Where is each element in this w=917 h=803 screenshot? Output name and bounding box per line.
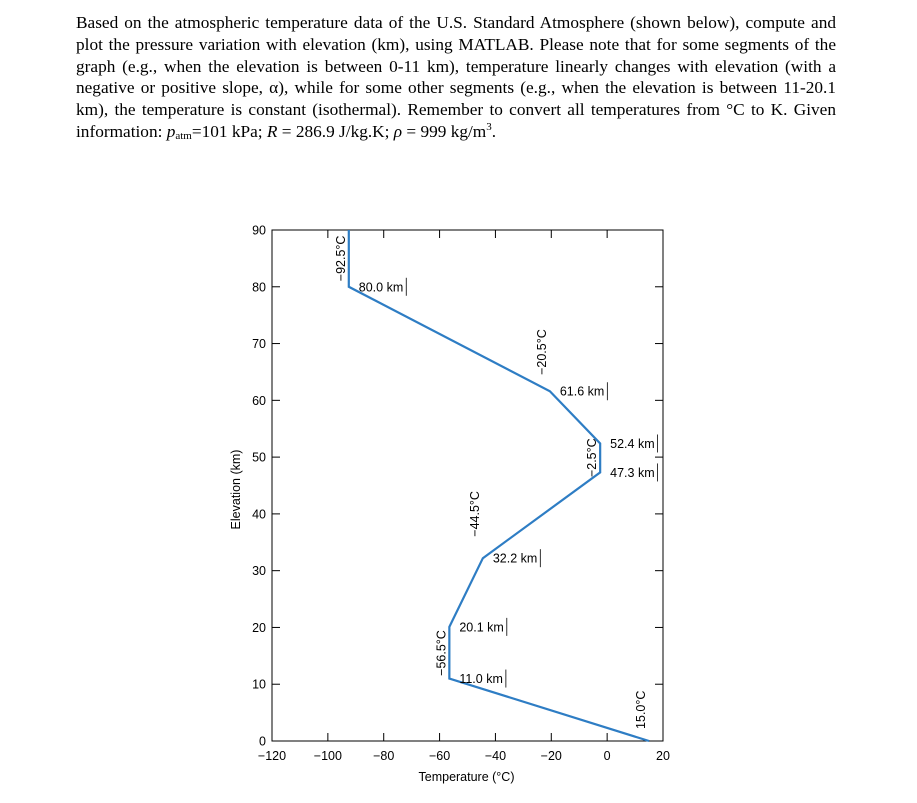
x-tick-label: −80 [373,749,395,763]
temperature-label: −92.5°C [333,235,348,282]
problem-text-2: =101 kPa; [191,121,267,141]
y-tick-label: 60 [252,393,266,408]
elevation-label-group [493,549,540,567]
x-axis-title: Temperature (°C) [418,770,515,784]
cubed-superscript: 3 [486,121,492,134]
problem-text-1: Based on the atmospheric temperature data of the U.S. Standard Atmosphere (shown below), compute and plot the pressure variation with elevation (km), using MATLAB. Please note that for some segments of the graph (e.g., when the elevation is between 0-11 km), temperature linearly changes with elevation (with a negative or positive slope, α), while for some other segments (e.g., when the elevation is between 11-20.1 km), the temperature is constant (isothermal). Remember to convert all temperatures from °C to K. Given information: [76,13,836,141]
atm-subscript: atm [175,129,192,142]
temperature-label: −56.5°C [434,630,449,676]
plot-frame [272,230,663,741]
elevation-label-group [560,382,607,400]
y-tick-label: 10 [252,677,266,692]
problem-text-5: . [491,121,497,141]
problem-text-4: = 999 kg/m [402,121,487,141]
y-tick-label: 50 [252,450,266,465]
x-tick-label: 0 [603,749,611,763]
elevation-label-group [459,670,506,688]
elevation-label: 52.4 km [610,436,655,451]
x-tick-label: −20 [540,749,562,763]
x-tick-label: 20 [656,749,670,763]
elevation-label: 11.0 km [459,672,503,687]
y-tick-label: 70 [252,337,266,352]
elevation-labels [359,278,658,688]
elevation-label: 47.3 km [610,465,655,480]
elevation-label: 20.1 km [459,620,504,635]
elevation-label-group [610,434,657,452]
temperature-label: −20.5°C [534,329,549,375]
p-symbol: p [166,121,176,141]
axis-ticks [272,230,663,741]
temperature-label: −44.5°C [467,491,482,537]
y-axis-title: Elevation (km) [229,449,243,530]
elevation-label-group [459,618,506,636]
x-tick-label: −40 [484,749,507,763]
y-tick-label: 0 [259,734,266,749]
problem-text-3: = 286.9 J/kg.K; [277,121,394,141]
y-tick-label: 90 [252,223,266,238]
x-tick-label: −100 [313,749,342,763]
y-tick-label: 20 [252,620,266,635]
r-symbol: R [266,121,278,141]
temperature-label: 15.0°C [634,690,649,729]
y-tick-label: 40 [252,507,266,522]
elevation-label: 80.0 km [358,280,404,295]
temperature-labels [334,236,648,729]
elevation-label-group [610,463,657,481]
x-tick-label: −60 [428,749,451,763]
temperature-profile-line [349,230,649,741]
rho-symbol: ρ [393,121,403,141]
y-tick-label: 80 [252,280,266,295]
y-tick-label: 30 [252,564,266,579]
elevation-label: 61.6 km [559,384,605,399]
x-tick-label: −120 [257,749,287,763]
elevation-label-group [359,278,406,296]
elevation-label: 32.2 km [492,551,538,566]
temperature-label: −2.5°C [585,438,600,478]
